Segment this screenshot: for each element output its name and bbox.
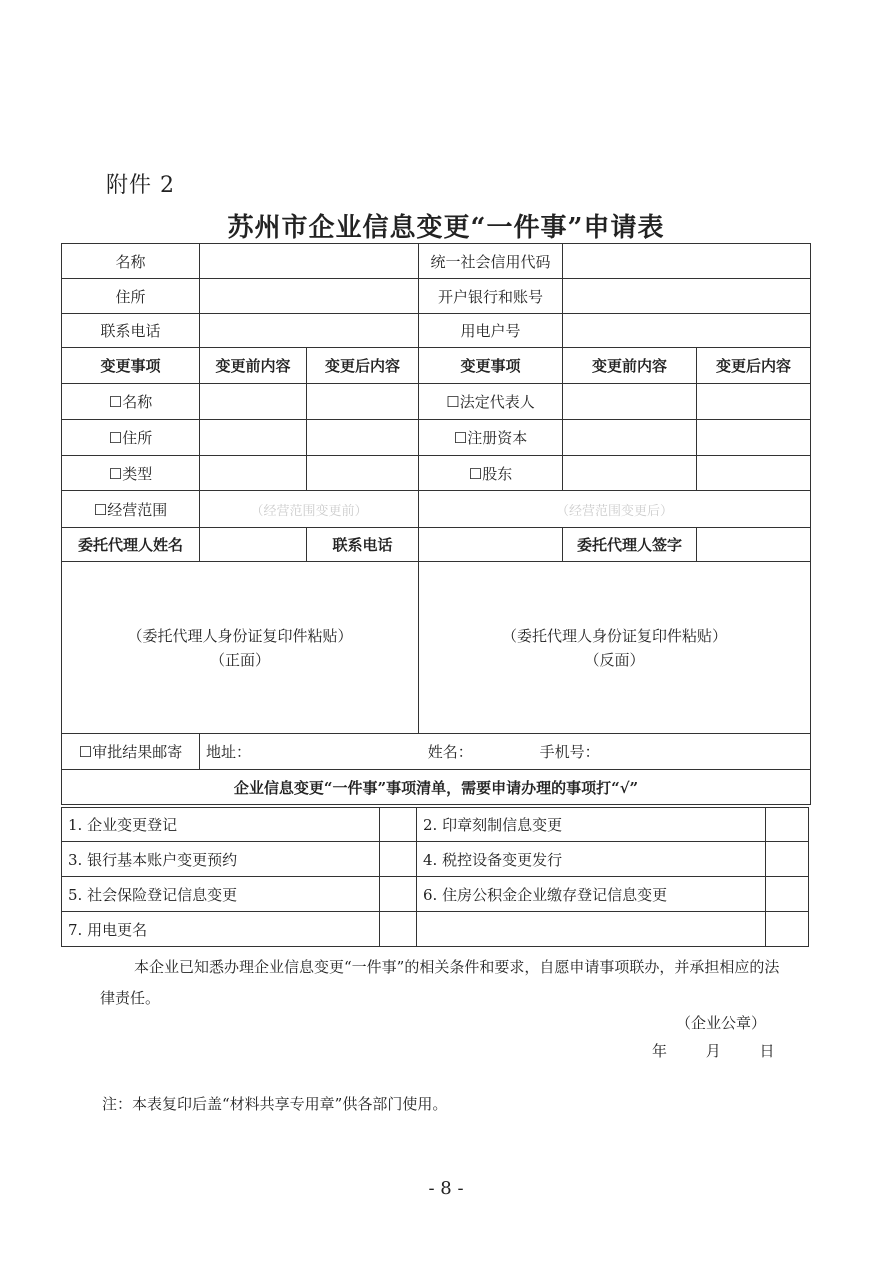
checklist-item-empty [417, 912, 766, 947]
bank-account-label: 开户银行和账号 [419, 279, 563, 314]
id-front-side-label: （正面） [209, 650, 270, 669]
checklist-table [61, 807, 809, 947]
change-cell[interactable] [307, 384, 419, 420]
credit-code-label: 统一社会信用代码 [419, 244, 563, 279]
checklist-item-2: 2. 印章刻制信息变更 [417, 808, 766, 842]
agent-name-field[interactable] [200, 528, 307, 562]
change-cell[interactable] [200, 420, 307, 456]
agent-name-label: 委托代理人姓名 [62, 528, 200, 562]
change-cell[interactable] [563, 456, 697, 491]
change-name-checkbox[interactable]: ☐名称 [62, 384, 200, 420]
change-shareholder-checkbox[interactable]: ☐股东 [419, 456, 563, 491]
electricity-account-field[interactable] [563, 314, 811, 348]
mail-mobile-label: 手机号： [539, 743, 600, 761]
checklist-mark-box[interactable] [380, 808, 417, 842]
date-line: 年 月 日 [652, 1042, 775, 1060]
change-cell[interactable] [697, 420, 811, 456]
change-cell[interactable] [200, 384, 307, 420]
scope-before-field[interactable]: （经营范围变更前） [200, 491, 419, 528]
checklist-mark-box[interactable] [766, 877, 809, 912]
credit-code-field[interactable] [563, 244, 811, 279]
name-label: 名称 [62, 244, 200, 279]
page-number: - 8 - [428, 1178, 464, 1199]
mail-address-label: 地址： [206, 743, 252, 761]
after-content-header-2: 变更后内容 [697, 348, 811, 384]
mail-result-checkbox[interactable]: ☐审批结果邮寄 [62, 734, 200, 770]
agent-phone-label: 联系电话 [307, 528, 419, 562]
before-content-header: 变更前内容 [200, 348, 307, 384]
change-cell[interactable] [307, 420, 419, 456]
phone-field[interactable] [200, 314, 419, 348]
after-content-header: 变更后内容 [307, 348, 419, 384]
form-title: 苏州市企业信息变更“一件事”申请表 [227, 213, 665, 243]
address-label: 住所 [62, 279, 200, 314]
before-content-header-2: 变更前内容 [563, 348, 697, 384]
company-name-field[interactable] [200, 244, 419, 279]
checklist-mark-box[interactable] [766, 912, 809, 947]
address-field[interactable] [200, 279, 419, 314]
footnote: 注：本表复印后盖“材料共享专用章”供各部门使用。 [102, 1095, 448, 1113]
attachment-label: 附件 2 [106, 173, 175, 198]
change-cell[interactable] [697, 384, 811, 420]
change-cell[interactable] [200, 456, 307, 491]
checklist-mark-box[interactable] [380, 912, 417, 947]
id-front-paste-area [62, 562, 419, 734]
checklist-item-3: 3. 银行基本账户变更预约 [62, 842, 380, 877]
id-back-instruction: （委托代理人身份证复印件粘贴） [501, 626, 727, 645]
id-back-side-label: （反面） [584, 650, 645, 669]
change-item-header-2: 变更事项 [419, 348, 563, 384]
bank-account-field[interactable] [563, 279, 811, 314]
agent-signature-label: 委托代理人签字 [563, 528, 697, 562]
phone-label: 联系电话 [62, 314, 200, 348]
agent-signature-field[interactable] [697, 528, 811, 562]
change-address-checkbox[interactable]: ☐住所 [62, 420, 200, 456]
change-cell[interactable] [563, 420, 697, 456]
change-legal-rep-checkbox[interactable]: ☐法定代表人 [419, 384, 563, 420]
checklist-mark-box[interactable] [766, 808, 809, 842]
change-scope-checkbox[interactable]: ☐经营范围 [62, 491, 200, 528]
change-cell[interactable] [563, 384, 697, 420]
scope-after-field[interactable]: （经营范围变更后） [419, 491, 811, 528]
change-cell[interactable] [307, 456, 419, 491]
application-table [61, 243, 811, 805]
checklist-item-4: 4. 税控设备变更发行 [417, 842, 766, 877]
id-back-paste-area [419, 562, 811, 734]
checklist-title: 企业信息变更“一件事”事项清单，需要申请办理的事项打“√” [62, 770, 811, 805]
electricity-account-label: 用电户号 [419, 314, 563, 348]
checklist-mark-box[interactable] [380, 842, 417, 877]
mail-info-row[interactable] [200, 734, 811, 770]
checklist-item-5: 5. 社会保险登记信息变更 [62, 877, 380, 912]
change-capital-checkbox[interactable]: ☐注册资本 [419, 420, 563, 456]
checklist-mark-box[interactable] [766, 842, 809, 877]
checklist-item-7: 7. 用电更名 [62, 912, 380, 947]
declaration-text: 本企业已知悉办理企业信息变更“一件事”的相关条件和要求，自愿申请事项联办，并承担相应的法律责任。 [100, 958, 780, 1007]
change-cell[interactable] [697, 456, 811, 491]
checklist-mark-box[interactable] [380, 877, 417, 912]
checklist-item-6: 6. 住房公积金企业缴存登记信息变更 [417, 877, 766, 912]
company-seal-label: （企业公章） [676, 1014, 767, 1032]
mail-name-label: 姓名： [427, 743, 473, 761]
id-front-instruction: （委托代理人身份证复印件粘贴） [127, 626, 353, 645]
agent-phone-field[interactable] [419, 528, 563, 562]
checklist-item-1: 1. 企业变更登记 [62, 808, 380, 842]
change-item-header: 变更事项 [62, 348, 200, 384]
change-type-checkbox[interactable]: ☐类型 [62, 456, 200, 491]
